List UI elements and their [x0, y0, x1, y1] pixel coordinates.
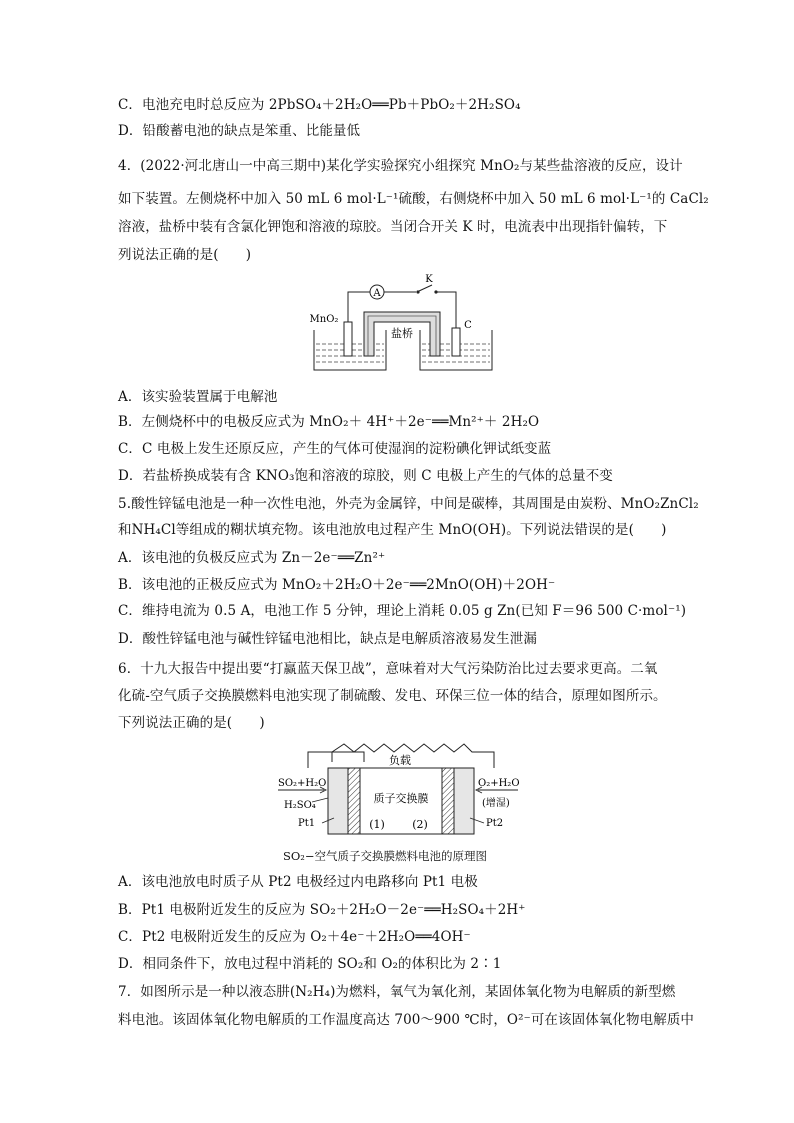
q5-option-b: B．该电池的正极反应式为 MnO₂＋2H₂O＋2e⁻══2MnO(OH)＋2OH⁻ [118, 577, 556, 593]
q6-stem-line2: 化硫-空气质子交换膜燃料电池实现了制硫酸、发电、环保三位一体的结合，原理如图所示。 [118, 688, 667, 704]
pt1-electrode [348, 768, 360, 834]
load-resistor [332, 744, 494, 768]
pem-fuel-cell-diagram [272, 738, 532, 843]
q5-stem-line2: 和NH₄Cl等组成的糊状填充物。该电池放电过程产生 MnO(OH)。下列说法错误的是( ) [118, 522, 667, 538]
carbon-label: C [464, 320, 472, 331]
figure-caption: SO₂−空气质子交换膜燃料电池的原理图 [283, 849, 488, 863]
region-2-label: (2) [412, 818, 428, 831]
carbon-electrode [452, 328, 460, 356]
so2-input-label: SO₂+H₂O [278, 778, 327, 789]
ammeter-label: A [373, 288, 381, 299]
h2so4-output-label: H₂SO₄ [284, 800, 316, 811]
q5-option-d: D．酸性锌锰电池与碱性锌锰电池相比，缺点是电解质溶液易发生泄漏 [118, 631, 537, 647]
load-label: 负载 [389, 754, 411, 767]
q4-stem-line1: 4．(2022·河北唐山一中高三期中)某化学实验探究小组探究 MnO₂与某些盐溶液的反应，设计 [118, 158, 683, 174]
pt2-electrode [442, 768, 454, 834]
q5-option-c: C．维持电流为 0.5 A，电池工作 5 分钟，理论上消耗 0.05 g Zn(已知 F＝96 500 C·mol⁻¹) [118, 603, 687, 619]
q4-option-b: B．左侧烧杯中的电极反应式为 MnO₂＋ 4H⁺＋2e⁻══Mn²⁺＋ 2H₂O [118, 414, 540, 430]
membrane-label: 质子交换膜 [373, 792, 429, 805]
region-1-label: (1) [369, 818, 385, 831]
mno2-electrode [344, 322, 352, 356]
q7-stem-line1: 7．如图所示是一种以液态肼(N₂H₄)为燃料，氧气为氧化剂，某固体氧化物为电解质的新型燃 [118, 984, 676, 1000]
q4-stem-line2: 如下装置。左侧烧杯中加入 50 mL 6 mol·L⁻¹硫酸，右侧烧杯中加入 50 mL 6 mol·L⁻¹的 CaCl₂ [118, 191, 709, 207]
q4-option-c: C．C 电极上发生还原反应，产生的气体可使湿润的淀粉碘化钾试纸变蓝 [118, 441, 552, 457]
q4-option-d: D．若盐桥换成装有含 KNO₃饱和溶液的琼胶，则 C 电极上产生的气体的总量不变 [118, 468, 613, 484]
q4-stem-line4: 列说法正确的是( ) [118, 247, 252, 263]
q6-stem-line1: 6．十九大报告中提出要“打赢蓝天保卫战”，意味着对大气污染防治比过去要求更高。二氧 [118, 661, 658, 677]
pt2-label: Pt2 [486, 818, 504, 829]
mno2-label: MnO₂ [309, 314, 339, 325]
q6-stem-line3: 下列说法正确的是( ) [118, 715, 265, 731]
q6-option-d: D．相同条件下，放电过程中消耗的 SO₂和 O₂的体积比为 2∶1 [118, 956, 502, 972]
q3-option-d: D．铅酸蓄电池的缺点是笨重、比能量低 [118, 123, 361, 139]
q6-option-b: B．Pt1 电极附近发生的反应为 SO₂＋2H₂O－2e⁻══H₂SO₄＋2H⁺ [118, 902, 526, 918]
o2-input-label: O₂+H₂O [478, 778, 520, 789]
salt-bridge-cell-diagram [308, 270, 498, 378]
q6-option-c: C．Pt2 电极附近发生的反应为 O₂＋4e⁻＋2H₂O══4OH⁻ [118, 929, 471, 945]
q6-option-a: A．该电池放电时质子从 Pt2 电极经过内电路移向 Pt1 电极 [118, 874, 478, 890]
q5-option-a: A．该电池的负极反应式为 Zn－2e⁻══Zn²⁺ [118, 550, 386, 566]
q7-stem-line2: 料电池。该固体氧化物电解质的工作温度高达 700～900 ℃时，O²⁻可在该固体氧化物电解质中 [118, 1012, 695, 1028]
q4-stem-line3: 溶液，盐桥中装有含氯化钾饱和溶液的琼胶。当闭合开关 K 时，电流表中出现指针偏转，下 [118, 219, 668, 235]
q5-stem-line1: 5.酸性锌锰电池是一种一次性电池，外壳为金属锌，中间是碳棒，其周围是由炭粉、MnO₂ZnCl₂ [118, 496, 699, 512]
q4-option-a: A．该实验装置属于电解池 [118, 389, 278, 405]
q3-option-c: C．电池充电时总反应为 2PbSO₄＋2H₂O══Pb＋PbO₂＋2H₂SO₄ [118, 97, 521, 113]
pt1-label: Pt1 [298, 818, 316, 829]
switch-label: K [425, 274, 433, 285]
humidified-note: (增湿) [482, 798, 510, 809]
salt-bridge-label: 盐桥 [391, 327, 413, 340]
